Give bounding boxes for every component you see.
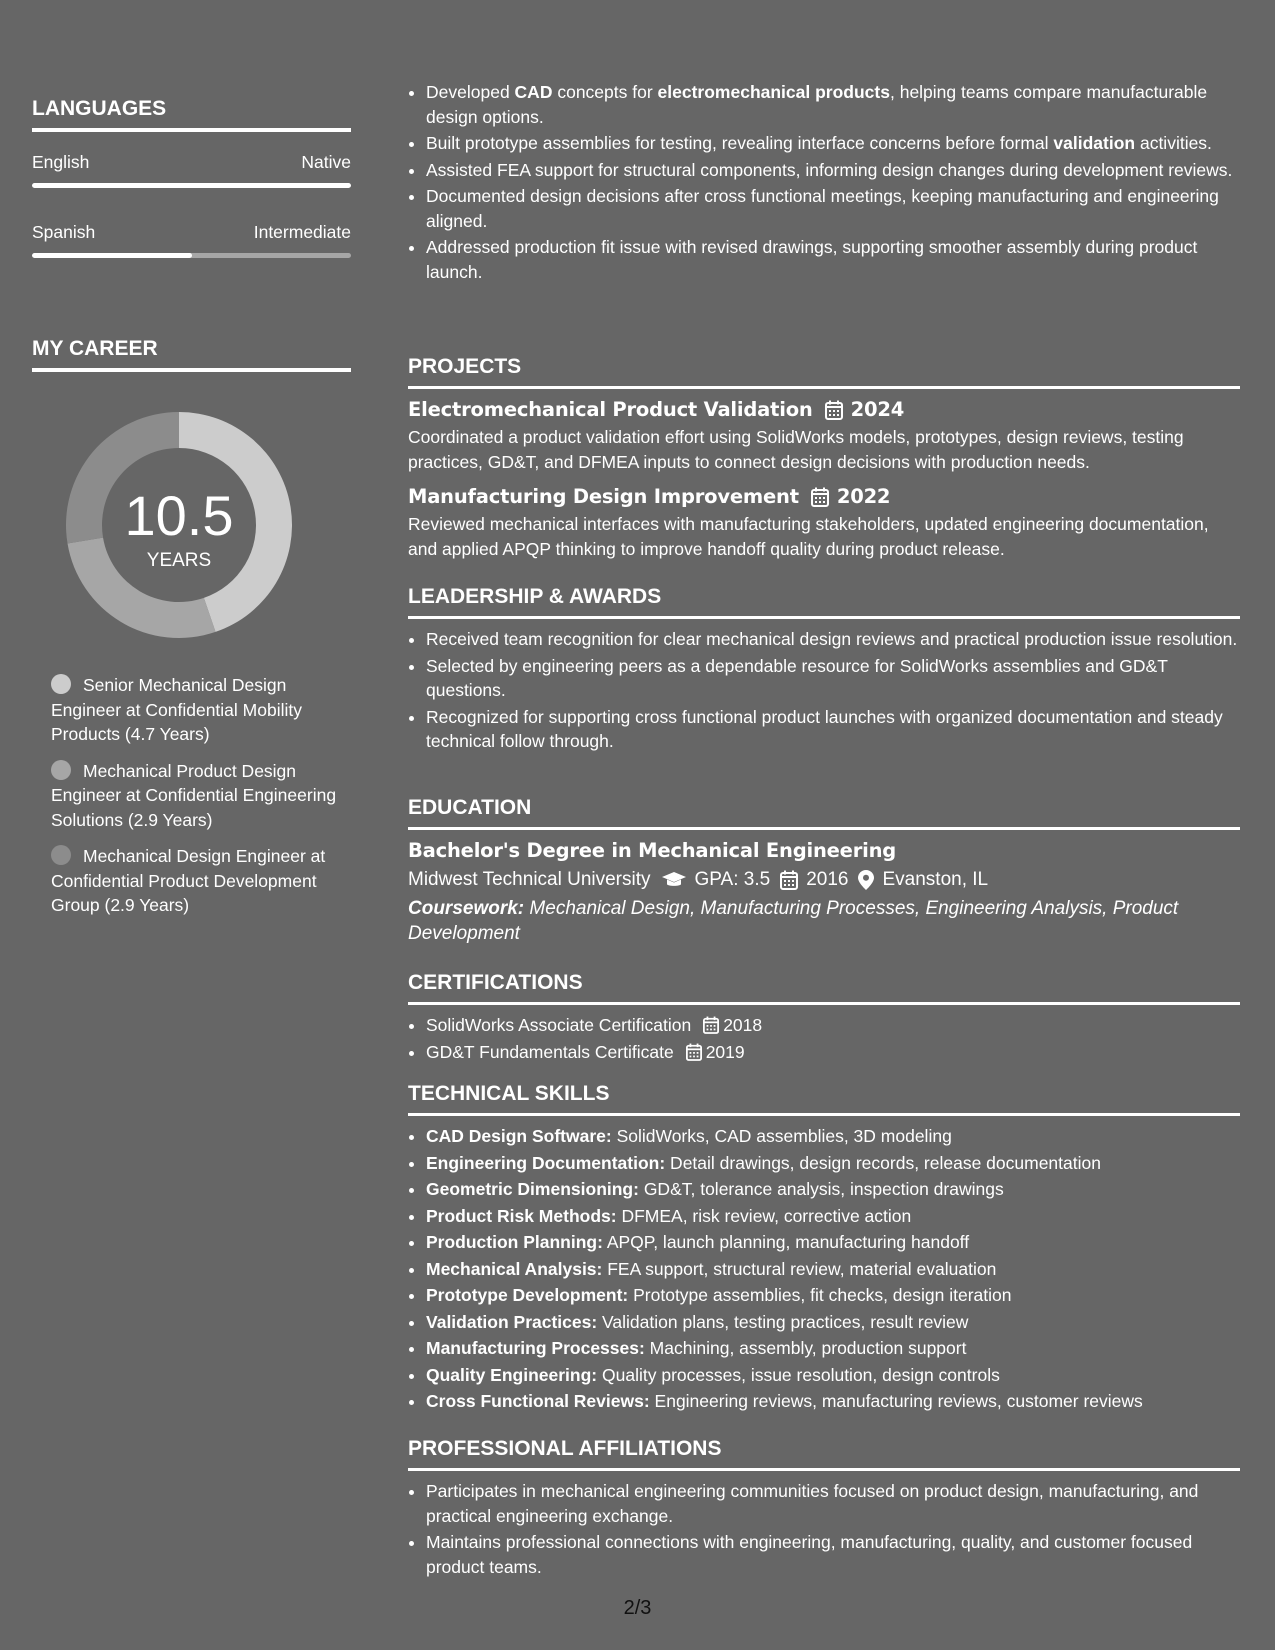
skill-item: • Geometric Dimensioning: GD&T, tolerance analysis, inspection drawings bbox=[426, 1177, 1240, 1202]
list-item: • Recognized for supporting cross functional product launches with organized documentation and steady technical follow through. bbox=[426, 705, 1240, 754]
skill-item: • Prototype Development: Prototype assemblies, fit checks, design iteration bbox=[426, 1283, 1240, 1308]
experience-bullet: • Assisted FEA support for structural components, informing design changes during development reviews. bbox=[426, 158, 1240, 183]
career-item-text: Mechanical Product Design Engineer at Confidential Engineering Solutions (2.9 Years) bbox=[51, 760, 337, 830]
experience-bullet: • Documented design decisions after cross functional meetings, keeping manufacturing and engineering aligned. bbox=[426, 184, 1240, 233]
skill-label: Product Risk Methods: bbox=[426, 1205, 617, 1226]
career-item bbox=[51, 673, 341, 747]
leadership-heading: LEADERSHIP & AWARDS bbox=[408, 584, 1240, 619]
skill-label: Production Planning: bbox=[426, 1232, 603, 1252]
education-location: Evanston, IL bbox=[882, 869, 989, 890]
calendar-icon bbox=[780, 870, 798, 890]
skills-heading: TECHNICAL SKILLS bbox=[408, 1081, 1240, 1116]
graduation-cap-icon bbox=[661, 871, 687, 889]
leadership-section bbox=[408, 584, 1240, 756]
career-total-unit: YEARS bbox=[146, 550, 212, 571]
experience-list bbox=[408, 80, 1240, 284]
list-item: • Participates in mechanical engineering communities focused on product design, manufacturing, and practical engineering exchange. bbox=[426, 1479, 1240, 1528]
language-proficiency-fill bbox=[32, 253, 192, 258]
career-legend-dot bbox=[51, 674, 71, 694]
skills-section bbox=[408, 1081, 1240, 1416]
languages-heading: LANGUAGES bbox=[32, 96, 351, 132]
skill-item: • Engineering Documentation: Detail drawings, design records, release documentation bbox=[426, 1151, 1240, 1176]
list-item: • Maintains professional connections with engineering, manufacturing, quality, and customer focused product teams. bbox=[426, 1530, 1240, 1579]
language-level: Native bbox=[301, 152, 351, 172]
skill-item: • Production Planning: APQP, launch planning, manufacturing handoff bbox=[426, 1230, 1240, 1255]
page-number: 2/3 bbox=[623, 1597, 652, 1619]
career-item-text: Mechanical Design Engineer at Confidential Product Development Group (2.9 Years) bbox=[51, 846, 326, 915]
certifications-list bbox=[408, 1013, 1240, 1064]
experience-bullet: • Built prototype assemblies for testing, revealing interface concerns before formal validation activities. bbox=[426, 131, 1240, 156]
skill-label: Engineering Documentation: bbox=[426, 1152, 666, 1173]
project-name: Electromechanical Product Validation bbox=[408, 398, 813, 421]
skill-item: • Cross Functional Reviews: Engineering reviews, manufacturing reviews, customer reviews bbox=[426, 1389, 1240, 1414]
skill-item: • Product Risk Methods: DFMEA, risk review, corrective action bbox=[426, 1204, 1240, 1229]
skill-label: Manufacturing Processes: bbox=[426, 1338, 645, 1358]
projects-heading: PROJECTS bbox=[408, 354, 1240, 389]
career-item bbox=[51, 844, 341, 918]
education-degree: Bachelor's Degree in Mechanical Engineering bbox=[408, 839, 897, 862]
project-description: Reviewed mechanical interfaces with manufacturing stakeholders, updated engineering documentation, and applied APQP thinking to improve handoff quality during product release. bbox=[408, 514, 1209, 559]
list-item bbox=[426, 1013, 1240, 1038]
project-name: Manufacturing Design Improvement bbox=[408, 485, 799, 508]
certification-year: 2019 bbox=[705, 1041, 745, 1062]
certification-name: • SolidWorks Associate Certification bbox=[426, 1015, 692, 1035]
education-section bbox=[408, 795, 1240, 946]
affiliations-list bbox=[408, 1479, 1240, 1579]
career-heading: MY CAREER bbox=[32, 336, 351, 372]
language-proficiency-fill bbox=[32, 183, 351, 188]
language-proficiency-bar bbox=[32, 253, 351, 258]
career-legend-dot bbox=[51, 845, 71, 865]
skill-label: Quality Engineering: bbox=[426, 1364, 598, 1385]
education-meta bbox=[408, 866, 1240, 894]
language-level: Intermediate bbox=[253, 222, 351, 242]
skill-label: CAD Design Software: bbox=[426, 1126, 612, 1146]
coursework-label: Coursework: bbox=[408, 898, 525, 919]
calendar-icon bbox=[825, 400, 843, 420]
affiliations-section bbox=[408, 1436, 1240, 1581]
skill-item: • Validation Practices: Validation plans, testing practices, result review bbox=[426, 1310, 1240, 1335]
education-year: 2016 bbox=[806, 869, 849, 890]
experience-bullet: • Developed CAD concepts for electromechanical products, helping teams compare manufacturable design options. bbox=[426, 80, 1240, 129]
project-item bbox=[408, 397, 1240, 474]
experience-bullets bbox=[408, 80, 1240, 286]
language-name: English bbox=[32, 152, 90, 172]
skill-label: Prototype Development: bbox=[426, 1285, 629, 1305]
skill-item: • Mechanical Analysis: FEA support, structural review, material evaluation bbox=[426, 1257, 1240, 1282]
list-item: • Received team recognition for clear mechanical design reviews and practical production issue resolution. bbox=[426, 627, 1240, 652]
coursework-text: Mechanical Design, Manufacturing Processes, Engineering Analysis, Product Development bbox=[408, 898, 1179, 944]
experience-bullet: • Addressed production fit issue with revised drawings, supporting smoother assembly during product launch. bbox=[426, 235, 1240, 284]
education-gpa: GPA: 3.5 bbox=[694, 869, 771, 890]
list-item bbox=[426, 1040, 1240, 1065]
skills-list bbox=[408, 1124, 1240, 1414]
calendar-icon bbox=[811, 487, 829, 507]
project-description: Coordinated a product validation effort using SolidWorks models, prototypes, design reviews, testing practices, GD&T, and DFMEA inputs to connect design decisions with production needs. bbox=[408, 427, 1184, 472]
language-proficiency-bar bbox=[32, 183, 351, 188]
calendar-icon bbox=[686, 1043, 702, 1061]
career-item-text: Senior Mechanical Design Engineer at Confidential Mobility Products (4.7 Years) bbox=[51, 675, 302, 744]
skill-item: • Quality Engineering: Quality processes, issue resolution, design controls bbox=[426, 1363, 1240, 1388]
skill-label: Validation Practices: bbox=[426, 1311, 598, 1332]
language-item-spanish bbox=[32, 221, 351, 258]
project-year: 2022 bbox=[836, 485, 891, 508]
career-donut-chart bbox=[66, 412, 292, 638]
skill-item: • CAD Design Software: SolidWorks, CAD assemblies, 3D modeling bbox=[426, 1124, 1240, 1149]
certifications-section bbox=[408, 970, 1240, 1066]
language-name: Spanish bbox=[32, 222, 96, 242]
skill-label: Geometric Dimensioning: bbox=[426, 1179, 639, 1199]
location-pin-icon bbox=[858, 870, 874, 890]
project-item bbox=[408, 484, 1240, 561]
skill-label: Mechanical Analysis: bbox=[426, 1258, 603, 1279]
skill-label: Cross Functional Reviews: bbox=[426, 1391, 650, 1411]
career-total-value: 10.5 bbox=[124, 484, 234, 547]
education-coursework bbox=[408, 897, 1240, 946]
calendar-icon bbox=[703, 1016, 719, 1034]
career-total bbox=[66, 412, 292, 638]
certification-year: 2018 bbox=[723, 1015, 763, 1035]
language-item-english bbox=[32, 151, 351, 188]
certification-name: • GD&T Fundamentals Certificate bbox=[426, 1041, 674, 1062]
project-year: 2024 bbox=[850, 398, 905, 421]
career-item bbox=[51, 759, 341, 833]
affiliations-heading: PROFESSIONAL AFFILIATIONS bbox=[408, 1436, 1240, 1471]
skill-item: • Manufacturing Processes: Machining, assembly, production support bbox=[426, 1336, 1240, 1361]
career-legend-dot bbox=[51, 760, 71, 780]
certifications-heading: CERTIFICATIONS bbox=[408, 970, 1240, 1005]
education-heading: EDUCATION bbox=[408, 795, 1240, 830]
education-school: Midwest Technical University bbox=[408, 869, 651, 890]
career-list bbox=[51, 673, 341, 930]
projects-section bbox=[408, 354, 1240, 561]
leadership-list bbox=[408, 627, 1240, 754]
list-item: • Selected by engineering peers as a dependable resource for SolidWorks assemblies and GD&T questions. bbox=[426, 654, 1240, 703]
